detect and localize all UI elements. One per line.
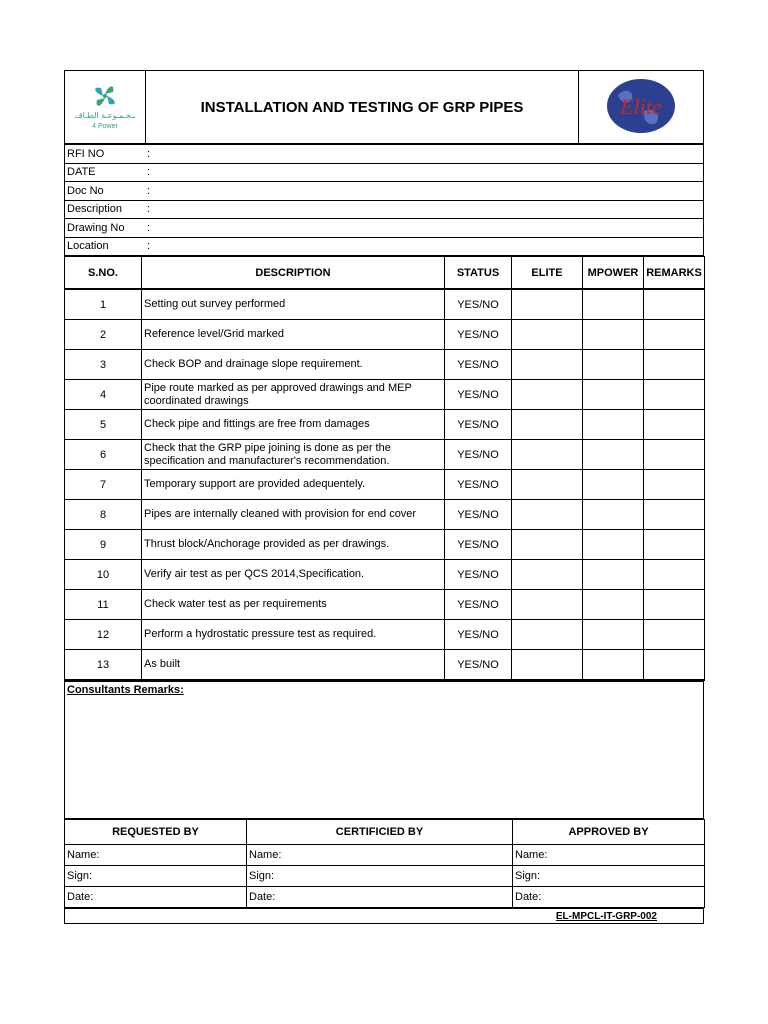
mpower-check-cell[interactable]	[583, 650, 644, 681]
certified-name-field[interactable]: Name:	[247, 845, 513, 866]
status-cell[interactable]: YES/NO	[445, 500, 512, 530]
sno-cell: 8	[65, 500, 142, 530]
remarks-cell[interactable]	[644, 560, 705, 590]
sno-cell: 9	[65, 530, 142, 560]
mpower-check-cell[interactable]	[583, 560, 644, 590]
sno-cell: 1	[65, 289, 142, 320]
status-cell[interactable]: YES/NO	[445, 530, 512, 560]
mpower-check-cell[interactable]	[583, 470, 644, 500]
description-cell: Perform a hydrostatic pressure test as required.	[142, 620, 445, 650]
sno-cell: 4	[65, 380, 142, 410]
elite-check-cell[interactable]	[512, 500, 583, 530]
requested-sign-field[interactable]: Sign:	[65, 866, 247, 887]
description-cell: Check water test as per requirements	[142, 590, 445, 620]
header-table	[64, 70, 704, 144]
remarks-table	[64, 681, 704, 819]
certified-date-field[interactable]: Date:	[247, 887, 513, 908]
sno-cell: 10	[65, 560, 142, 590]
description-cell: Check BOP and drainage slope requirement.	[142, 350, 445, 380]
description-cell: Temporary support are provided adequentely.	[142, 470, 445, 500]
info-row-doc-no: Doc No :	[65, 182, 704, 201]
elite-check-cell[interactable]	[512, 289, 583, 320]
sno-cell: 3	[65, 350, 142, 380]
col-header-elite: ELITE	[512, 257, 583, 290]
status-cell[interactable]: YES/NO	[445, 289, 512, 320]
mpower-check-cell[interactable]	[583, 590, 644, 620]
svg-text:4 Power: 4 Power	[92, 122, 118, 130]
elite-globe-logo-icon	[604, 77, 678, 135]
requested-date-field[interactable]: Date:	[65, 887, 247, 908]
description-cell: Pipes are internally cleaned with provision for end cover	[142, 500, 445, 530]
table-row	[65, 620, 705, 650]
pinwheel-logo-icon	[75, 80, 135, 132]
sno-cell: 7	[65, 470, 142, 500]
table-row	[65, 650, 705, 681]
mpower-check-cell[interactable]	[583, 620, 644, 650]
table-row	[65, 560, 705, 590]
svg-text:مـجـمـوعـة الطـاقـة: مـجـمـوعـة الطـاقـة	[75, 110, 135, 120]
approved-date-field[interactable]: Date:	[513, 887, 705, 908]
sno-cell: 5	[65, 410, 142, 440]
mpower-check-cell[interactable]	[583, 350, 644, 380]
status-cell[interactable]: YES/NO	[445, 590, 512, 620]
approved-name-field[interactable]: Name:	[513, 845, 705, 866]
description-cell: As built	[142, 650, 445, 681]
elite-check-cell[interactable]	[512, 440, 583, 470]
table-row	[65, 380, 705, 410]
remarks-cell[interactable]	[644, 470, 705, 500]
status-cell[interactable]: YES/NO	[445, 650, 512, 681]
checklist-header-row	[65, 257, 705, 290]
form-title: INSTALLATION AND TESTING OF GRP PIPES	[146, 71, 579, 144]
checklist-table	[64, 256, 705, 681]
remarks-cell[interactable]	[644, 590, 705, 620]
elite-check-cell[interactable]	[512, 470, 583, 500]
status-cell[interactable]: YES/NO	[445, 380, 512, 410]
col-header-status: STATUS	[445, 257, 512, 290]
table-row	[65, 440, 705, 470]
description-cell: Check pipe and fittings are free from damages	[142, 410, 445, 440]
remarks-cell[interactable]	[644, 410, 705, 440]
remarks-cell[interactable]	[644, 380, 705, 410]
description-cell: Thrust block/Anchorage provided as per drawings.	[142, 530, 445, 560]
status-cell[interactable]: YES/NO	[445, 620, 512, 650]
table-row	[65, 590, 705, 620]
remarks-cell[interactable]	[644, 620, 705, 650]
remarks-cell[interactable]	[644, 650, 705, 681]
svg-text:Elite: Elite	[620, 93, 662, 119]
elite-check-cell[interactable]	[512, 410, 583, 440]
info-row-rfi: RFI NO :	[65, 145, 704, 164]
table-row	[65, 470, 705, 500]
elite-check-cell[interactable]	[512, 590, 583, 620]
mpower-check-cell[interactable]	[583, 289, 644, 320]
mpower-logo	[65, 71, 146, 144]
sno-cell: 12	[65, 620, 142, 650]
table-row	[65, 410, 705, 440]
approved-by-header: APPROVED BY	[513, 820, 705, 845]
description-cell: Setting out survey performed	[142, 289, 445, 320]
remarks-cell[interactable]	[644, 500, 705, 530]
signature-name-row	[65, 845, 705, 866]
sno-cell: 13	[65, 650, 142, 681]
remarks-cell[interactable]	[644, 320, 705, 350]
elite-check-cell[interactable]	[512, 530, 583, 560]
col-header-sno: S.NO.	[65, 257, 142, 290]
description-cell: Verify air test as per QCS 2014,Specification.	[142, 560, 445, 590]
info-fields-table	[64, 144, 704, 256]
approved-sign-field[interactable]: Sign:	[513, 866, 705, 887]
remarks-cell[interactable]	[644, 440, 705, 470]
status-cell[interactable]: YES/NO	[445, 470, 512, 500]
remarks-cell[interactable]	[644, 350, 705, 380]
signature-table	[64, 819, 705, 908]
col-header-description: DESCRIPTION	[142, 257, 445, 290]
remarks-cell[interactable]	[644, 530, 705, 560]
col-header-remarks: REMARKS	[644, 257, 705, 290]
status-cell[interactable]: YES/NO	[445, 410, 512, 440]
remarks-cell[interactable]	[644, 289, 705, 320]
elite-check-cell[interactable]	[512, 560, 583, 590]
info-row-description: Description :	[65, 200, 704, 219]
elite-logo	[579, 71, 704, 144]
elite-check-cell[interactable]	[512, 380, 583, 410]
elite-check-cell[interactable]	[512, 620, 583, 650]
table-row	[65, 530, 705, 560]
signature-header-row	[65, 820, 705, 845]
elite-check-cell[interactable]	[512, 350, 583, 380]
table-row	[65, 289, 705, 320]
consultants-remarks-box[interactable]	[65, 682, 704, 819]
consultants-remarks-label: Consultants Remarks:	[67, 684, 184, 696]
certified-sign-field[interactable]: Sign:	[247, 866, 513, 887]
mpower-check-cell[interactable]	[583, 500, 644, 530]
info-row-date: DATE :	[65, 163, 704, 182]
status-cell[interactable]: YES/NO	[445, 440, 512, 470]
requested-name-field[interactable]: Name:	[65, 845, 247, 866]
info-row-location: Location :	[65, 237, 704, 256]
mpower-check-cell[interactable]	[583, 530, 644, 560]
col-header-mpower: MPOWER	[583, 257, 644, 290]
status-cell[interactable]: YES/NO	[445, 320, 512, 350]
mpower-check-cell[interactable]	[583, 320, 644, 350]
sno-cell: 2	[65, 320, 142, 350]
table-row	[65, 500, 705, 530]
table-row	[65, 350, 705, 380]
form-sheet	[64, 70, 704, 924]
mpower-check-cell[interactable]	[583, 410, 644, 440]
sno-cell: 11	[65, 590, 142, 620]
elite-check-cell[interactable]	[512, 320, 583, 350]
certified-by-header: CERTIFICIED BY	[247, 820, 513, 845]
signature-date-row	[65, 887, 705, 908]
description-cell: Reference level/Grid marked	[142, 320, 445, 350]
status-cell[interactable]: YES/NO	[445, 560, 512, 590]
status-cell[interactable]: YES/NO	[445, 350, 512, 380]
document-code: EL-MPCL-IT-GRP-002	[65, 909, 704, 924]
requested-by-header: REQUESTED BY	[65, 820, 247, 845]
description-cell: Pipe route marked as per approved drawings and MEP coordinated drawings	[142, 380, 445, 410]
elite-check-cell[interactable]	[512, 650, 583, 681]
mpower-check-cell[interactable]	[583, 440, 644, 470]
signature-sign-row	[65, 866, 705, 887]
sno-cell: 6	[65, 440, 142, 470]
checklist-body	[65, 289, 705, 680]
footer-table	[64, 908, 704, 924]
mpower-check-cell[interactable]	[583, 380, 644, 410]
info-row-drawing-no: Drawing No :	[65, 219, 704, 238]
description-cell: Check that the GRP pipe joining is done as per the specification and manufacturer's recommendation.	[142, 440, 445, 470]
table-row	[65, 320, 705, 350]
